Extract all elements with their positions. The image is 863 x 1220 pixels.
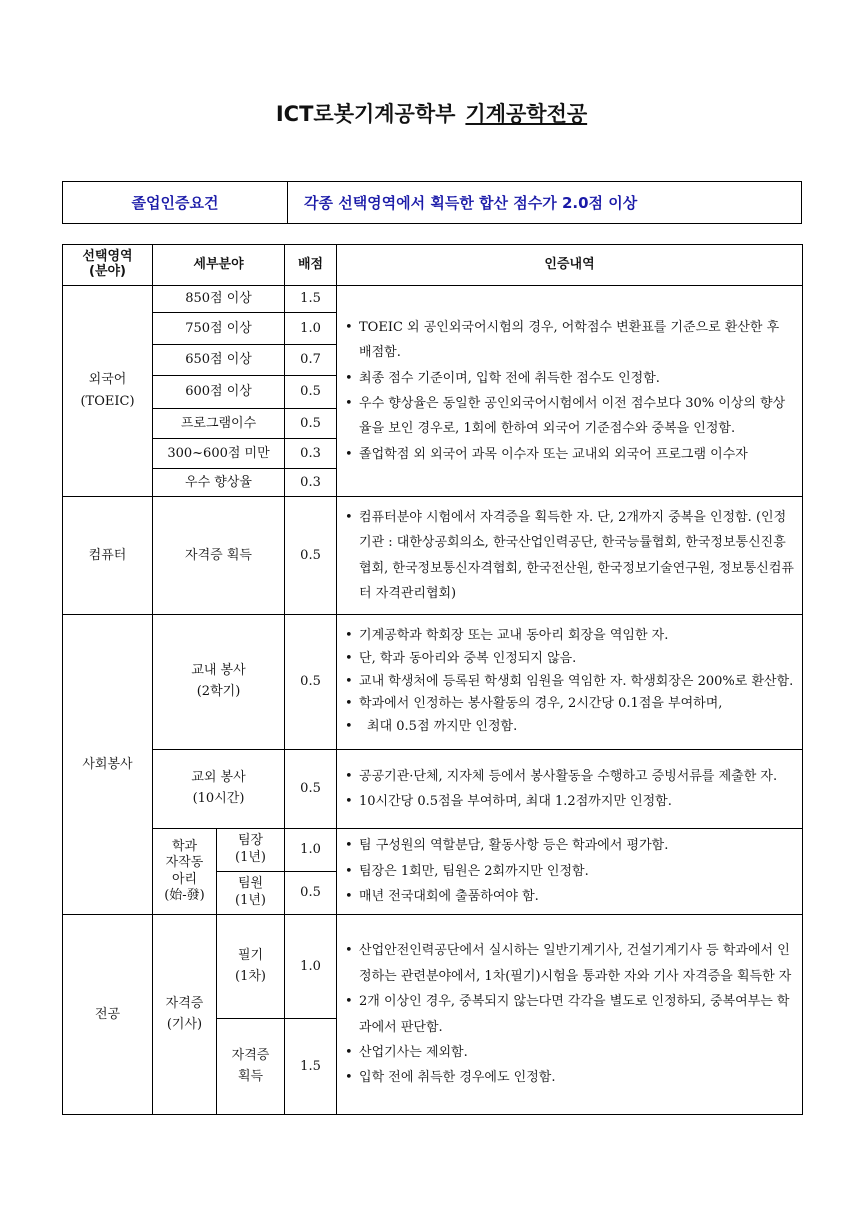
detail-cell: 교내 봉사 (2학기)	[153, 615, 285, 750]
list-item: • 단, 학과 동아리와 중복 인정되지 않음.	[345, 648, 794, 671]
major-group: 자격증 (기사)	[153, 915, 217, 1115]
area-major: 전공	[63, 915, 153, 1115]
score-cell: 1.0	[285, 313, 337, 345]
detail-cell: 750점 이상	[153, 313, 285, 345]
computer-description	[337, 497, 803, 615]
list-item: • 산업안전인력공단에서 실시하는 일반기계기사, 건설기계기사 등 학과에서 인정하는 관련분야에서, 1차(필기)시험을 통과한 자와 기사 자격증을 획득한 자	[345, 938, 794, 989]
requirement-value: 각종 선택영역에서 획득한 합산 점수가 2.0점 이상	[288, 182, 802, 224]
club-description	[337, 829, 803, 915]
offcampus-service-description	[337, 750, 803, 829]
list-item: • 공공기관·단체, 지자체 등에서 봉사활동을 수행하고 증빙서류를 제출한 자.	[345, 764, 794, 789]
list-item: • 산업기사는 제외함.	[345, 1040, 794, 1065]
header-score: 배점	[285, 245, 337, 286]
table-row	[63, 915, 803, 1019]
table-row	[63, 750, 803, 829]
detail-cell: 자격증 획득	[217, 1019, 285, 1115]
score-cell: 1.0	[285, 915, 337, 1019]
score-cell: 0.5	[285, 872, 337, 915]
area-service: 사회봉사	[63, 615, 153, 915]
list-item: • 팀장은 1회만, 팀원은 2회까지만 인정함.	[345, 859, 794, 884]
area-computer: 컴퓨터	[63, 497, 153, 615]
header-row	[63, 245, 803, 286]
list-item: • 학과에서 인정하는 봉사활동의 경우, 2시간당 0.1점을 부여하며,	[345, 693, 794, 716]
header-detail: 세부분야	[153, 245, 285, 286]
list-item: • 최대 0.5점 까지만 인정함.	[345, 716, 794, 739]
list-item: • 입학 전에 취득한 경우에도 인정함.	[345, 1065, 794, 1090]
detail-cell: 우수 향상율	[153, 469, 285, 497]
list-item: • 10시간당 0.5점을 부여하며, 최대 1.2점까지만 인정함.	[345, 789, 794, 814]
detail-cell: 850점 이상	[153, 286, 285, 313]
score-cell: 0.7	[285, 345, 337, 376]
detail-cell: 교외 봉사 (10시간)	[153, 750, 285, 829]
major-description	[337, 915, 803, 1115]
page-title	[0, 98, 863, 128]
score-cell: 0.5	[285, 409, 337, 439]
table-row	[63, 829, 803, 872]
list-item: • 우수 향상율은 동일한 공인외국어시험에서 이전 점수보다 30% 이상의 향상율을 보인 경우로, 1회에 한하여 외국어 기준점수와 중복을 인정함.	[345, 391, 794, 442]
detail-cell: 필기 (1차)	[217, 915, 285, 1019]
table-row	[63, 615, 803, 750]
table-row	[63, 286, 803, 313]
score-cell: 1.5	[285, 286, 337, 313]
detail-cell: 자격증 획득	[153, 497, 285, 615]
foreign-description	[337, 286, 803, 497]
requirement-box	[62, 181, 802, 224]
score-cell: 0.3	[285, 439, 337, 469]
club-label: 학과 자작동 아리 (始-發)	[153, 829, 217, 915]
area-foreign: 외국어 (TOEIC)	[63, 286, 153, 497]
header-area: 선택영역 (분야)	[63, 245, 153, 286]
detail-cell: 300~600점 미만	[153, 439, 285, 469]
list-item: • 졸업학점 외 외국어 과목 이수자 또는 교내외 외국어 프로그램 이수자	[345, 442, 794, 467]
score-cell: 0.5	[285, 750, 337, 829]
header-cert: 인증내역	[337, 245, 803, 286]
title-sub: 기계공학전공	[465, 102, 588, 126]
list-item: • TOEIC 외 공인외국어시험의 경우, 어학점수 변환표를 기준으로 환산한 후 배점함.	[345, 315, 794, 366]
detail-cell: 650점 이상	[153, 345, 285, 376]
detail-cell: 팀원 (1년)	[217, 872, 285, 915]
score-cell: 0.3	[285, 469, 337, 497]
score-cell: 0.5	[285, 497, 337, 615]
list-item: • 최종 점수 기준이며, 입학 전에 취득한 점수도 인정함.	[345, 366, 794, 391]
list-item: • 기계공학과 학회장 또는 교내 동아리 회장을 역임한 자.	[345, 625, 794, 648]
list-item: • 2개 이상인 경우, 중복되지 않는다면 각각을 별도로 인정하되, 중복여부는 학과에서 판단함.	[345, 989, 794, 1040]
score-cell: 1.0	[285, 829, 337, 872]
detail-cell: 프로그램이수	[153, 409, 285, 439]
title-main: ICT로봇기계공학부	[275, 102, 456, 126]
list-item: • 교내 학생처에 등록된 학생회 임원을 역임한 자. 학생회장은 200%로 환산함.	[345, 671, 794, 694]
score-cell: 0.5	[285, 376, 337, 409]
detail-cell: 600점 이상	[153, 376, 285, 409]
list-item: • 매년 전국대회에 출품하여야 함.	[345, 884, 794, 909]
list-item: • 컴퓨터분야 시험에서 자격증을 획득한 자. 단, 2개까지 중복을 인정함. (인정기관 : 대한상공회의소, 한국산업인력공단, 한국능률협회, 한국정보통신진흥협회, 한국정보통신자격협회, 한국전산원, 한국정보기술연구원, 정보통신컴퓨터 자격관리협회)	[345, 505, 794, 606]
certification-table	[62, 244, 803, 1115]
list-item: • 팀 구성원의 역할분담, 활동사항 등은 학과에서 평가함.	[345, 833, 794, 858]
table-row	[63, 497, 803, 615]
score-cell: 1.5	[285, 1019, 337, 1115]
detail-cell: 팀장 (1년)	[217, 829, 285, 872]
score-cell: 0.5	[285, 615, 337, 750]
requirement-label: 졸업인증요건	[63, 182, 288, 224]
campus-service-description	[337, 615, 803, 750]
